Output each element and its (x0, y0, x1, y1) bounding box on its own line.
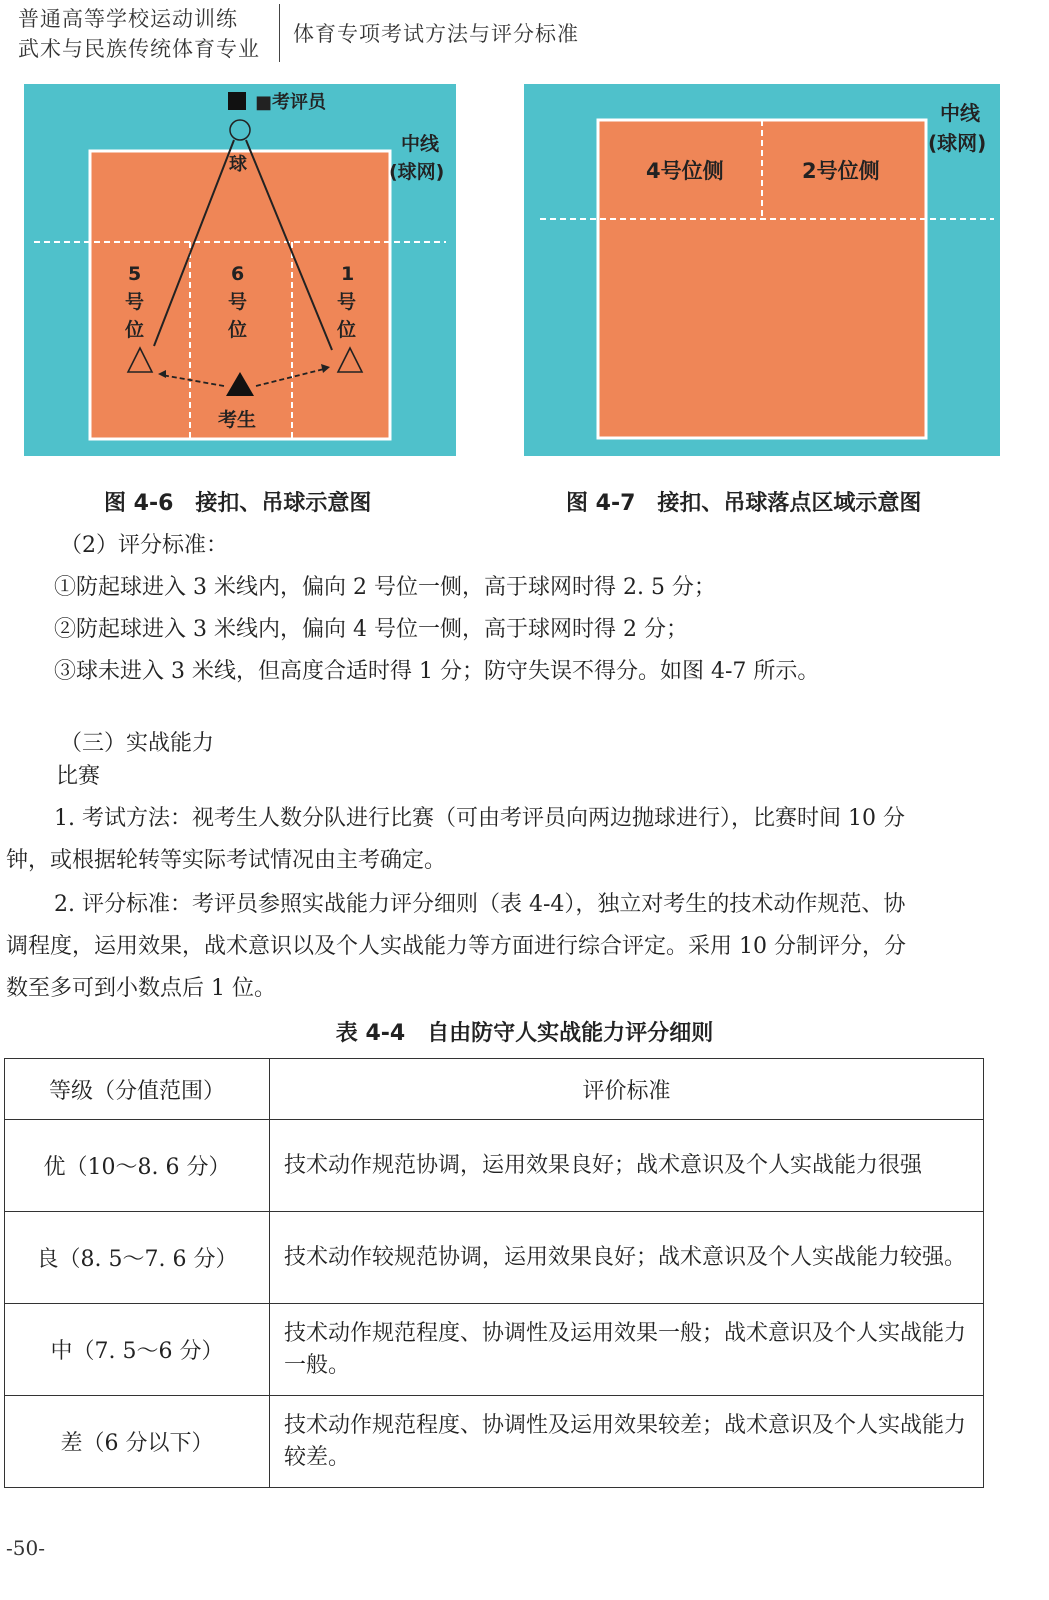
criteria-line-1: 2. 评分标准：考评员参照实战能力评分细则（表 4-4），独立对考生的技术动作规范、协 (54, 892, 906, 917)
figure-4-6 (24, 84, 456, 456)
grade-cell: 优（10～8. 6 分） (5, 1120, 270, 1212)
figure-4-7-diagram (524, 84, 1000, 456)
header-chapter-title: 体育专项考试方法与评分标准 (293, 22, 579, 46)
figure-4-6-diagram (24, 84, 456, 456)
pos6-char-2: 号 (228, 291, 248, 313)
criteria-cell: 技术动作规范协调，运用效果良好；战术意识及个人实战能力很强 (270, 1120, 984, 1212)
scoring-heading: （2）评分标准： (60, 533, 228, 558)
method-line-1: 1. 考试方法：视考生人数分队进行比赛（可由考评员向两边抛球进行），比赛时间 10 分 (54, 806, 905, 831)
net-label: (球网) (928, 131, 987, 155)
page-number: -50- (6, 1536, 45, 1560)
criteria-cell: 技术动作规范程度、协调性及运用效果较差；战术意识及个人实战能力较差。 (270, 1396, 984, 1488)
header-divider (279, 4, 280, 62)
criteria-line-3: 数至多可到小数点后 1 位。 (6, 976, 276, 1001)
subheading-match: 比赛 (56, 764, 101, 789)
figure-4-7 (524, 84, 1000, 456)
pos6-char-3: 位 (228, 319, 248, 341)
table-row (5, 1304, 984, 1396)
side-4-label: 4号位侧 (646, 159, 724, 183)
scoring-item-3: ③球未进入 3 米线，但高度合适时得 1 分；防守失误不得分。如图 4-7 所示。 (54, 659, 820, 684)
side-2-label: 2号位侧 (802, 159, 880, 183)
ball-label: 球 (229, 154, 247, 175)
scoring-item-2: ②防起球进入 3 米线内，偏向 4 号位一侧，高于球网时得 2 分； (54, 617, 688, 642)
figure-4-6-caption: 图 4-6 接扣、吊球示意图 (104, 491, 372, 516)
student-label: 考生 (218, 409, 257, 431)
pos5-char-2: 号 (125, 291, 145, 313)
running-header (0, 0, 1049, 72)
pos5-char-1: 5 (128, 263, 142, 285)
grade-cell: 中（7. 5～6 分） (5, 1304, 270, 1396)
table-row (5, 1212, 984, 1304)
criteria-line-2: 调程度，运用效果，战术意识以及个人实战能力等方面进行综合评定。采用 10 分制评分，分 (6, 934, 906, 959)
pos6-char-1: 6 (231, 263, 245, 285)
criteria-cell: 技术动作规范程度、协调性及运用效果一般；战术意识及个人实战能力一般。 (270, 1304, 984, 1396)
header-line-1: 普通高等学校运动训练 (18, 7, 238, 31)
midline-label: 中线 (401, 133, 440, 155)
grade-cell: 差（6 分以下） (5, 1396, 270, 1488)
header-book-title (18, 4, 260, 64)
pos5-char-3: 位 (125, 319, 145, 341)
header-grade: 等级（分值范围） (5, 1059, 270, 1120)
pos1-char-1: 1 (341, 263, 355, 285)
section-heading-combat: （三）实战能力 (60, 731, 215, 756)
evaluator-label: ■考评员 (255, 92, 327, 113)
net-label: (球网) (389, 161, 445, 183)
pos1-char-2: 号 (337, 291, 357, 313)
table-header-row (5, 1059, 984, 1120)
scoring-item-1: ①防起球进入 3 米线内，偏向 2 号位一侧，高于球网时得 2. 5 分； (54, 575, 716, 600)
midline-label: 中线 (940, 101, 980, 125)
method-line-2: 钟，或根据轮转等实际考试情况由主考确定。 (6, 848, 447, 873)
pos1-char-3: 位 (337, 319, 357, 341)
table-4-4-title: 表 4-4 自由防守人实战能力评分细则 (335, 1021, 714, 1046)
table-row (5, 1396, 984, 1488)
grade-cell: 良（8. 5～7. 6 分） (5, 1212, 270, 1304)
table-row (5, 1120, 984, 1212)
header-line-2: 武术与民族传统体育专业 (18, 37, 260, 61)
figure-4-7-caption: 图 4-7 接扣、吊球落点区域示意图 (566, 491, 922, 516)
header-criteria: 评价标准 (270, 1059, 984, 1120)
grading-table (4, 1058, 984, 1488)
criteria-cell: 技术动作较规范协调，运用效果良好；战术意识及个人实战能力较强。 (270, 1212, 984, 1304)
evaluator-marker (228, 92, 246, 110)
